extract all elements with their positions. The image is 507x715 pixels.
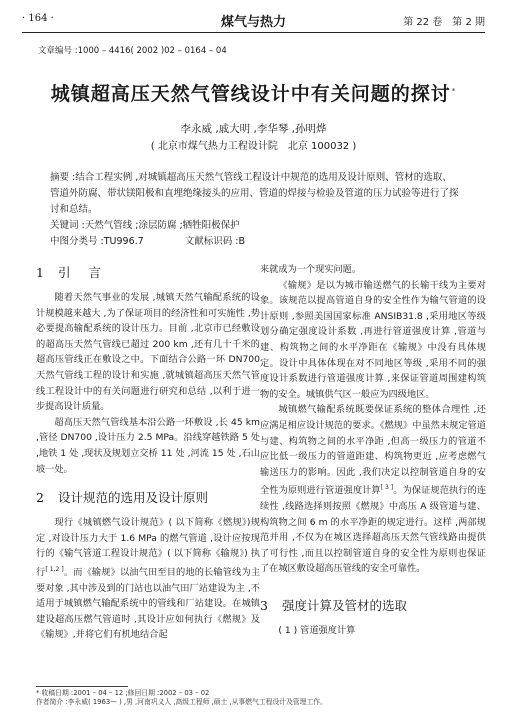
citation: [ 1,2 ]	[45, 565, 64, 573]
footnote-author-bio: 作者简介 :李永威( 1963— ) ,男 ,河南巩义人 ,高级工程师 ,硕士 ,从事燃气工程设计及管理工作。	[36, 698, 327, 706]
volume-issue: 第 22 卷 第 2 期	[403, 17, 485, 28]
affiliation: ( 北京市煤气热力工程设计院 北京 100032 )	[150, 141, 357, 152]
paragraph: 来就成为一个现实问题。	[260, 264, 362, 275]
article-number: 文章编号 :1000 – 4416( 2002 )02 – 0164 – 04	[38, 46, 227, 56]
paper-title	[0, 79, 507, 106]
paragraph: 超高压天然气管线基本沿公路一环敷设 ,长 45 km ,管径 DN700 ,设计压力 2.5 MPa。沿线穿越铁路 5 处 ,地铁 1 处 ,现状及规划立交桥 11 处 ,河流 15 处 ,石山坡一处。	[36, 416, 260, 475]
page-header	[22, 10, 485, 32]
title-footnote-mark: *	[451, 86, 457, 95]
journal-name: 煤气与热力	[220, 15, 286, 30]
paragraph-text: 现行《城镇燃气设计规范》( 以下简称《燃规》)规定 ,对设计压力大于 1.6 MPa 的燃气管道 ,设计应按现行的《输气管道工程设计规范》( 以下简称《输规》) 执行	[36, 517, 260, 578]
classification-line	[50, 234, 460, 250]
footnote-rule	[36, 686, 128, 687]
classification-number: 中图分类号 :TU996.7	[50, 236, 144, 247]
paragraph	[36, 515, 260, 643]
section-number: 3	[260, 597, 268, 613]
paragraph: 《输规》是以为城市输送燃气的长输干线为主要对象。该规范以提高管道自身的安全性作为输气管道的设计原则 ,参照美国国家标准 ANSIB31.8 ,采用地区等级划分确定强度设计系数 ,再进行管道强度计算 ,管道与建、构筑物之间的水平净距在《输规》中没有具体规定。设计中具体体现在对不同地区等级 ,采用不同的强度设计系数进行管道强度计算 ,来保证管道周围建构筑物的安全。城镇供气区一般应为四级地区。	[260, 279, 486, 400]
paragraph	[260, 402, 486, 577]
left-column	[36, 262, 260, 643]
title-text: 城镇超高压天然气管线设计中有关问题的探讨	[50, 83, 451, 105]
right-column	[260, 262, 486, 639]
footnote-received: * 收稿日期 :2001 – 04 – 12 ;修回日期 :2002 – 03 – 02	[36, 689, 210, 697]
paragraph: 随着天然气事业的发展 ,城镇天然气输配系统的设计规模越来越大 ,为了保证项目的经济性和可实施性 ,势必要提高输配系统的设计压力。目前 ,北京市已经敷设的超高压天然气管线已超过 200 km ,还有几十千米的超高压管线正在敷设之中。下面结合公路一环 DN700 天然气管线工程的设计和实施 ,就城镇超高压天然气管线工程设计中的有关问题进行研究和总结 ,以利于进一步提高设计质量。	[36, 292, 260, 413]
section-heading	[36, 262, 260, 284]
page-number: · 164 ·	[22, 13, 54, 24]
subsection-heading: ( 1 ) 管道强度计算	[278, 624, 356, 636]
section-number: 1	[36, 265, 44, 280]
section-title: 设计规范的选用及设计原则	[58, 490, 209, 506]
section-heading	[260, 595, 486, 617]
author-list: 李永威 ,戚大明 ,李华琴 ,孙明烨	[180, 123, 327, 135]
paragraph-text: 。而《输规》以油气田至目的地的长输管线为主要对象 ,其中涉及到的门站也以油气田厂站建设为主 ,不适用于城镇燃气输配系统中的管线和厂站建设。在城镇建设超高压燃气管道时 ,其设计应如何执行《燃规》及《输规》,并将它们有机地结合起	[36, 566, 261, 641]
section-heading	[36, 487, 260, 509]
document-code: 文献标识码 :B	[184, 236, 245, 247]
keywords: 关键词 :天然气管线 ;涂层防腐 ;牺牲阳极保护	[50, 220, 240, 231]
paragraph-text: 城镇燃气输配系统既要保证系统的整体合理性 ,还应满足相应设计规范的要求。《燃规》中虽然未规定管道与建、构筑物之间的水平净距 ,但高一级压力的管道不应比低一级压力的管道距建、构筑物更近 ,应考虑燃气输送压力的影响。因此 ,我们决定以控制管道自身的安全性为原则进行管道强度计算	[260, 404, 486, 497]
paragraph-text: 。为保证规范执行的连续性 ,线路选择则按照《燃规》中高压 A 级管道与建、构筑物之间 6 m 的水平净距的规定进行。这样 ,两部规范并用 ,不仅为在城区选择超高压天然气管线路由提供了可行性 ,而且以控制管道自身的安全性为原则也保证了在城区敷设超高压管线的安全可靠性。	[260, 485, 487, 575]
section-title: 强度计算及管材的选取	[282, 597, 408, 613]
header-rule	[22, 32, 485, 33]
section-number: 2	[36, 490, 44, 506]
section-title: 引言	[58, 265, 120, 280]
abstract: 摘要 :结合工程实例 ,对城镇超高压天然气管线工程设计中规范的选用及设计原则、管材的选取、管道外防腐、带状镁阳极和直埋绝缘接头的应用、管道的焊接与检验及管道的压力试验等进行了探讨和总结。	[50, 172, 459, 215]
citation: [ 3 ]	[380, 484, 394, 492]
